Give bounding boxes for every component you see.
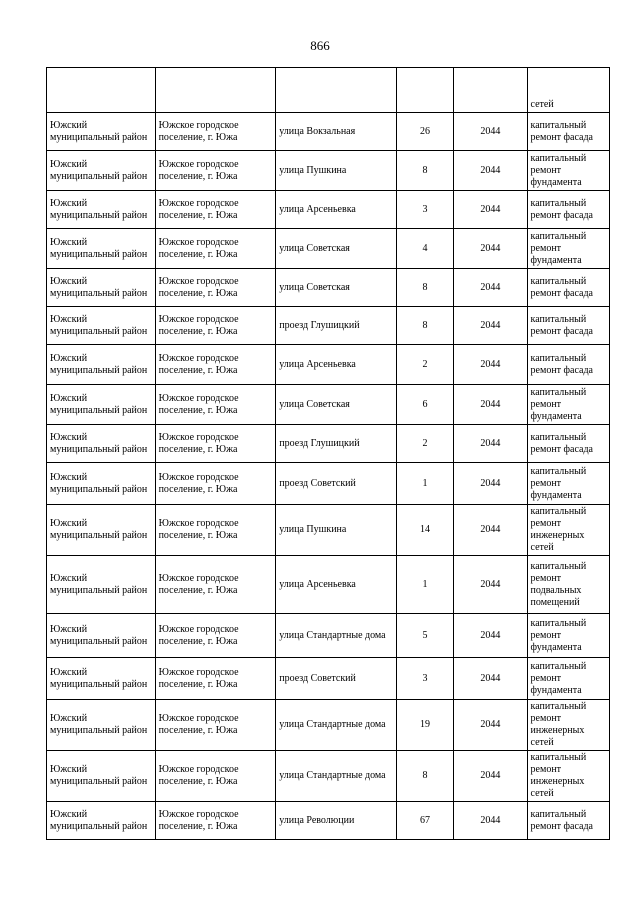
cell-work: капитальный ремонт фундамента (527, 151, 609, 191)
cell-house: 14 (396, 505, 453, 556)
cell-settlement: Южское городское поселение, г. Южа (155, 425, 276, 463)
cell-settlement: Южское городское поселение, г. Южа (155, 307, 276, 345)
cell-year: 2044 (454, 658, 527, 700)
table-row (47, 229, 610, 269)
cell-district: Южский муниципальный район (47, 463, 156, 505)
cell-settlement: Южское городское поселение, г. Южа (155, 229, 276, 269)
cell-street: улица Пушкина (276, 151, 397, 191)
cell-district: Южский муниципальный район (47, 151, 156, 191)
cell-house: 1 (396, 556, 453, 614)
cell-district: Южский муниципальный район (47, 556, 156, 614)
cell-street: проезд Глушицкий (276, 307, 397, 345)
cell-house (396, 68, 453, 113)
cell-year: 2044 (454, 505, 527, 556)
cell-district: Южский муниципальный район (47, 751, 156, 802)
cell-work: капитальный ремонт подвальных помещений (527, 556, 609, 614)
table-row (47, 307, 610, 345)
cell-year: 2044 (454, 751, 527, 802)
cell-work: капитальный ремонт инженерных сетей (527, 505, 609, 556)
cell-work: капитальный ремонт фасада (527, 802, 609, 840)
cell-year (454, 68, 527, 113)
cell-house: 8 (396, 269, 453, 307)
cell-house: 67 (396, 802, 453, 840)
cell-house: 3 (396, 658, 453, 700)
cell-settlement: Южское городское поселение, г. Южа (155, 191, 276, 229)
cell-street: улица Стандартные дома (276, 751, 397, 802)
cell-district: Южский муниципальный район (47, 307, 156, 345)
cell-district: Южский муниципальный район (47, 191, 156, 229)
cell-street: проезд Глушицкий (276, 425, 397, 463)
cell-work: капитальный ремонт фасада (527, 269, 609, 307)
cell-settlement: Южское городское поселение, г. Южа (155, 505, 276, 556)
table-row (47, 113, 610, 151)
cell-street: улица Пушкина (276, 505, 397, 556)
table-body (47, 68, 610, 840)
cell-settlement: Южское городское поселение, г. Южа (155, 463, 276, 505)
cell-year: 2044 (454, 269, 527, 307)
cell-house: 1 (396, 463, 453, 505)
cell-year: 2044 (454, 191, 527, 229)
cell-house: 2 (396, 425, 453, 463)
cell-work: капитальный ремонт фасада (527, 307, 609, 345)
cell-district: Южский муниципальный район (47, 700, 156, 751)
cell-settlement: Южское городское поселение, г. Южа (155, 151, 276, 191)
cell-work: капитальный ремонт фасада (527, 345, 609, 385)
cell-street: улица Советская (276, 385, 397, 425)
cell-house: 8 (396, 751, 453, 802)
cell-district: Южский муниципальный район (47, 614, 156, 658)
cell-settlement: Южское городское поселение, г. Южа (155, 751, 276, 802)
cell-house: 8 (396, 151, 453, 191)
repair-schedule-table (46, 67, 610, 840)
cell-year: 2044 (454, 463, 527, 505)
cell-work: капитальный ремонт инженерных сетей (527, 751, 609, 802)
cell-year: 2044 (454, 307, 527, 345)
cell-district: Южский муниципальный район (47, 113, 156, 151)
cell-year: 2044 (454, 425, 527, 463)
cell-house: 2 (396, 345, 453, 385)
cell-house: 8 (396, 307, 453, 345)
cell-year: 2044 (454, 556, 527, 614)
continuation-row (47, 68, 610, 113)
cell-house: 26 (396, 113, 453, 151)
cell-settlement: Южское городское поселение, г. Южа (155, 345, 276, 385)
cell-year: 2044 (454, 385, 527, 425)
cell-year: 2044 (454, 113, 527, 151)
cell-year: 2044 (454, 700, 527, 751)
cell-street: проезд Советский (276, 463, 397, 505)
cell-street: улица Арсеньевка (276, 191, 397, 229)
cell-house: 6 (396, 385, 453, 425)
cell-settlement: Южское городское поселение, г. Южа (155, 802, 276, 840)
cell-work: капитальный ремонт фундамента (527, 463, 609, 505)
cell-district: Южский муниципальный район (47, 345, 156, 385)
cell-settlement: Южское городское поселение, г. Южа (155, 614, 276, 658)
cell-work: капитальный ремонт фундамента (527, 229, 609, 269)
cell-street (276, 68, 397, 113)
cell-street: улица Арсеньевка (276, 556, 397, 614)
cell-street: улица Советская (276, 229, 397, 269)
cell-house: 19 (396, 700, 453, 751)
cell-house: 4 (396, 229, 453, 269)
cell-settlement (155, 68, 276, 113)
table-row (47, 658, 610, 700)
table-row (47, 751, 610, 802)
cell-street: улица Стандартные дома (276, 614, 397, 658)
cell-work: капитальный ремонт фасада (527, 113, 609, 151)
cell-street: улица Революции (276, 802, 397, 840)
cell-year: 2044 (454, 229, 527, 269)
cell-year: 2044 (454, 802, 527, 840)
table-row (47, 700, 610, 751)
cell-year: 2044 (454, 151, 527, 191)
cell-work: капитальный ремонт фундамента (527, 658, 609, 700)
cell-settlement: Южское городское поселение, г. Южа (155, 658, 276, 700)
table-row (47, 556, 610, 614)
table-row (47, 269, 610, 307)
cell-district: Южский муниципальный район (47, 505, 156, 556)
cell-district (47, 68, 156, 113)
cell-street: проезд Советский (276, 658, 397, 700)
cell-district: Южский муниципальный район (47, 269, 156, 307)
cell-settlement: Южское городское поселение, г. Южа (155, 113, 276, 151)
cell-street: улица Советская (276, 269, 397, 307)
cell-street: улица Стандартные дома (276, 700, 397, 751)
table-row (47, 385, 610, 425)
cell-work: капитальный ремонт фасада (527, 191, 609, 229)
cell-district: Южский муниципальный район (47, 658, 156, 700)
table-row (47, 802, 610, 840)
table-row (47, 425, 610, 463)
cell-street: улица Вокзальная (276, 113, 397, 151)
cell-work: капитальный ремонт инженерных сетей (527, 700, 609, 751)
cell-settlement: Южское городское поселение, г. Южа (155, 385, 276, 425)
cell-settlement: Южское городское поселение, г. Южа (155, 700, 276, 751)
cell-year: 2044 (454, 614, 527, 658)
cell-house: 5 (396, 614, 453, 658)
cell-street: улица Арсеньевка (276, 345, 397, 385)
cell-house: 3 (396, 191, 453, 229)
page-number: 866 (310, 38, 330, 53)
cell-work: капитальный ремонт фундамента (527, 385, 609, 425)
cell-district: Южский муниципальный район (47, 802, 156, 840)
cell-year: 2044 (454, 345, 527, 385)
table-row (47, 505, 610, 556)
cell-district: Южский муниципальный район (47, 385, 156, 425)
table-row (47, 191, 610, 229)
cell-work: сетей (527, 68, 609, 113)
table-row (47, 151, 610, 191)
cell-work: капитальный ремонт фундамента (527, 614, 609, 658)
table-row (47, 614, 610, 658)
table-row (47, 463, 610, 505)
table-row (47, 345, 610, 385)
cell-settlement: Южское городское поселение, г. Южа (155, 269, 276, 307)
cell-district: Южский муниципальный район (47, 425, 156, 463)
cell-settlement: Южское городское поселение, г. Южа (155, 556, 276, 614)
cell-district: Южский муниципальный район (47, 229, 156, 269)
cell-work: капитальный ремонт фасада (527, 425, 609, 463)
